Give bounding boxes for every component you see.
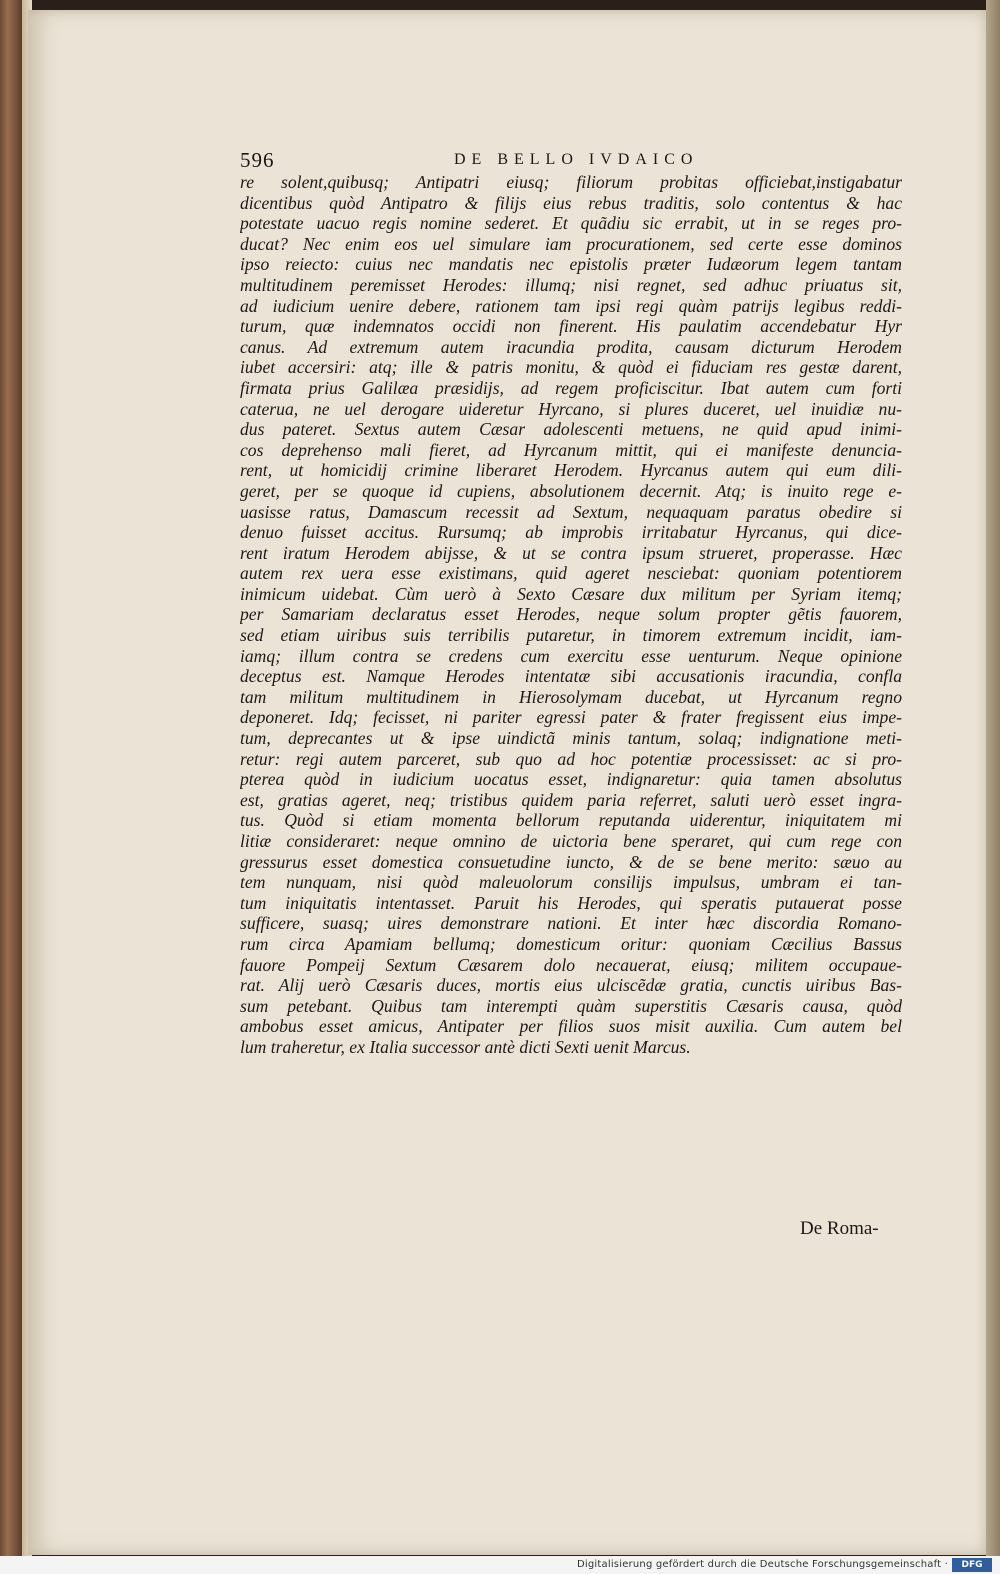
- text-line: tus. Quòd si etiam momenta bellorum reputanda uiderentur, iniquitatem mi: [240, 810, 902, 831]
- text-line: canus. Ad extremum autem iracundia prodita, causam dicturum Herodem: [240, 336, 902, 357]
- text-line: iubet accersiri: atq; ille & patris monitu, & quòd ei fiduciam res gestæ darent,: [240, 357, 902, 378]
- text-line: fauore Pompeij Sextum Cæsarem dolo necauerat, eiusq; militem occupaue-: [240, 954, 902, 975]
- text-line: dus pateret. Sextus autem Cæsar adolescenti metuens, ne quid apud inimi-: [240, 419, 902, 440]
- text-line: pterea quòd in iudicium uocatus esset, indignaretur: quia tamen absolutus: [240, 769, 902, 790]
- text-line: rent iratum Herodem abijsse, & ut se contra ipsum strueret, properasse. Hæc: [240, 542, 902, 563]
- text-line: turum, quæ indemnatos occidi non finerent. His paulatim accendebatur Hyr: [240, 316, 902, 337]
- text-line: multitudinem peremisset Herodes: illumq; nisi regnet, sed adhuc priuatus sit,: [240, 274, 902, 295]
- text-line: ad iudicium uenire debere, rationem tam ipsi regi quàm patrijs legibus reddi-: [240, 295, 902, 316]
- book-spine: [0, 0, 22, 1574]
- text-line: gressurus esset domestica consuetudine iuncto, & de se bene merito: sæuo au: [240, 851, 902, 872]
- text-line: re solent,quibusq; Antipatri eiusq; filiorum probitas officiebat,instigabatur: [240, 172, 902, 192]
- text-line: tem nunquam, nisi quòd maleuolorum consilijs impulsus, umbram ei tan-: [240, 872, 902, 893]
- text-line: caterua, ne uel derogare uideretur Hyrcano, si plures duceret, uel inuidiæ nu-: [240, 398, 902, 419]
- text-line: est, gratias ageret, neq; tristibus quidem paria referret, saluti uerò esset ingra-: [240, 789, 902, 810]
- text-line: ipso reiecto: cuius nec mandatis nec epistolis præter Iudæorum legem tantam: [240, 254, 902, 275]
- dfg-logo: DFG: [952, 1558, 992, 1572]
- text-line: litiæ consideraret: neque omnino de uictoria bene speraret, qui cum rege con: [240, 831, 902, 851]
- text-line: per Samariam declaratus esset Herodes, neque solum propter gẽtis fauorem,: [240, 604, 902, 625]
- body-text: [240, 172, 902, 1058]
- text-line: geret, per se quoque id cupiens, absolutionem decernit. Atq; is inuito rege e-: [240, 480, 902, 501]
- text-line: iamq; illum contra se credens cum exercitu esse uenturum. Neque opinione: [240, 645, 902, 666]
- text-line: tum, deprecantes ut & ipse uindictã minis tantum, solaq; indignatione meti-: [240, 728, 902, 749]
- text-line: rent, ut homicidij crimine liberaret Herodem. Hyrcanus autem qui eum dili-: [240, 460, 902, 481]
- text-line: rum circa Apamiam bellumq; domesticum oritur: quoniam Cæcilius Bassus: [240, 933, 902, 954]
- text-line: cos deprehenso mali fieret, ad Hyrcanum mittit, qui ei manifeste denuncia-: [240, 439, 902, 460]
- text-line: deceptus est. Namque Herodes intentatæ sibi accusationis iracundia, confla: [240, 666, 902, 687]
- catchword: De Roma-: [800, 1218, 879, 1239]
- running-title: DE BELLO IVDAICO: [454, 151, 699, 168]
- text-line: tam militum multitudinem in Hierosolymam ducebat, ut Hyrcanum regno: [240, 686, 902, 707]
- text-line: inimicum uidebat. Cùm uerò à Sexto Cæsare dux militum per Syriam itemq;: [240, 583, 902, 604]
- text-line: dicentibus quòd Antipatro & filijs eius rebus traditis, solo contentus & hac: [240, 192, 902, 213]
- text-line: deponeret. Idq; fecisset, ni pariter egressi pater & frater fregissent eius impe-: [240, 707, 902, 728]
- funding-credit: Digitalisierung gefördert durch die Deutsche Forschungsgemeinschaft ·: [577, 1559, 948, 1570]
- page-number: 596: [240, 148, 275, 172]
- text-line: autem rex uera esse existimans, quid ageret nesciebat: quoniam potentiorem: [240, 563, 902, 584]
- page-fore-edge: [986, 0, 1000, 1556]
- text-line: rat. Alij uerò Cæsaris duces, mortis eius ulciscẽdæ gratia, cunctis uiribus Bas-: [240, 975, 902, 996]
- text-line: potestate uacuo regis nomine sederet. Et quãdiu sic errabit, ut in se reges pro-: [240, 213, 902, 234]
- text-line: uasisse ratus, Damascum recessit ad Sextum, nequaquam paratus obedire si: [240, 501, 902, 522]
- text-line: denuo fuisset accitus. Rursumq; ab improbis irritabatur Hyrcanus, qui dice-: [240, 522, 902, 543]
- text-line: sed etiam uiribus suis terribilis putaretur, in timorem extremum incidit, iam-: [240, 625, 902, 646]
- text-line: tum iniquitatis intentasset. Paruit his Herodes, qui speratis putauerat posse: [240, 892, 902, 913]
- text-line: firmata prius Galilæa præsidijs, ad regem proficiscitur. Ibat autem cum forti: [240, 377, 902, 398]
- text-line: retur: regi autem parceret, sub quo ad hoc potentiæ processisset: ac si pro-: [240, 748, 902, 769]
- text-line: lum traheretur, ex Italia successor antè dicti Sexti uenit Marcus.: [240, 1036, 691, 1057]
- text-line: sum petebant. Quibus tam interempti quàm superstitis Cæsaris causa, quòd: [240, 995, 902, 1016]
- text-line: ambobus esset amicus, Antipater per filios suos misit auxilia. Cum autem bel: [240, 1016, 902, 1037]
- text-line: sufficere, suasq; uires demonstrare nationi. Et inter hæc discordia Romano-: [240, 913, 902, 934]
- text-line: ducat? Nec enim eos uel simulare iam procurationem, sed certe esse dominos: [240, 233, 902, 254]
